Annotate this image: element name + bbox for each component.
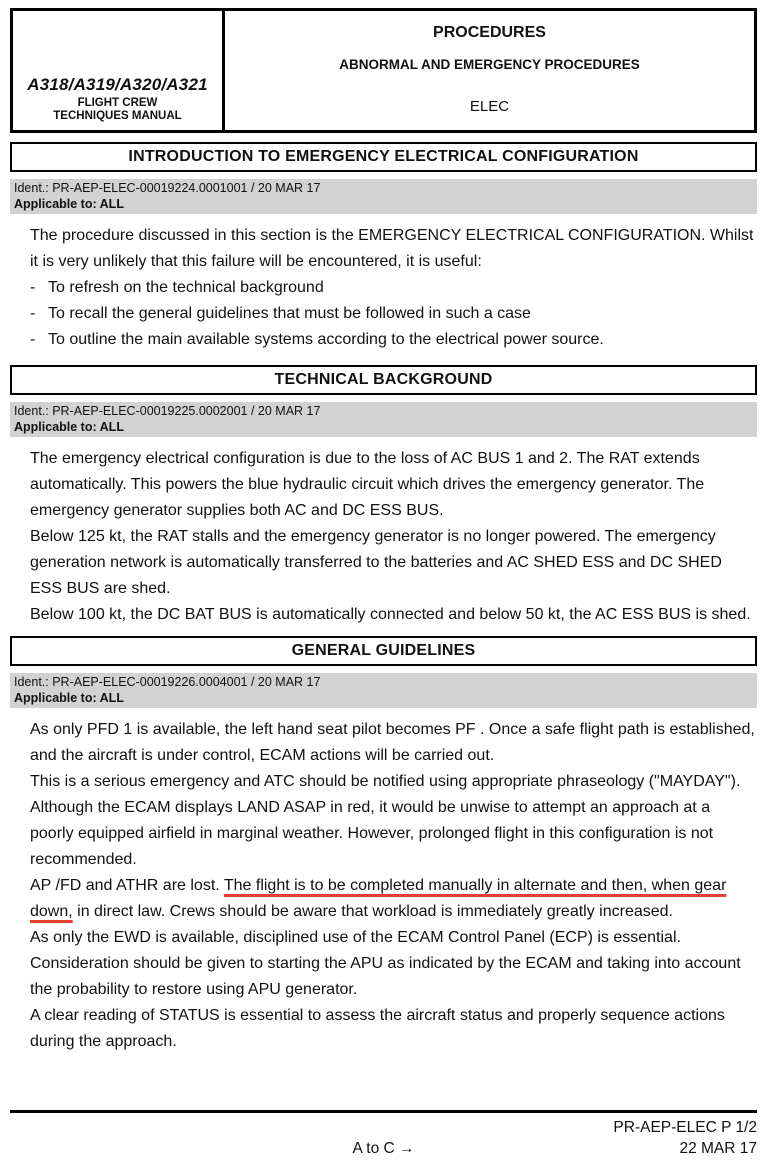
footer-date: 22 MAR 17 <box>679 1140 757 1157</box>
red-underlined-phrase: The flight is to be completed manually in alternate and then, when gear down, <box>30 877 727 920</box>
bullet-dash: - <box>30 331 36 348</box>
applicable-text: Applicable to: ALL <box>14 197 124 211</box>
paragraph: The procedure discussed in this section is the EMERGENCY ELECTRICAL CONFIGURATION. Whilst it is very unlikely that this failure will be encountered, it is useful: <box>30 227 754 270</box>
footer-divider <box>10 1110 757 1113</box>
page-footer <box>10 1110 757 1160</box>
footer-doc-ref: PR-AEP-ELEC P 1/2 <box>613 1119 757 1136</box>
paragraph: The emergency electrical configuration is due to the loss of AC BUS 1 and 2. The RAT extends automatically. This powers the blue hydraulic circuit which drives the emergency generator. The emergency generator supplies both AC and DC ESS BUS. <box>30 450 705 519</box>
ident-bar <box>10 402 757 437</box>
section-title-text: INTRODUCTION TO EMERGENCY ELECTRICAL CONFIGURATION <box>128 148 639 165</box>
bullet-dash: - <box>30 305 36 322</box>
document-header <box>10 8 757 133</box>
section-title-text: GENERAL GUIDELINES <box>291 642 476 659</box>
applicable-text: Applicable to: ALL <box>14 420 124 434</box>
paragraph: Consideration should be given to starting the APU as indicated by the ECAM and taking into account the probability to restore using APU generator. <box>30 955 741 998</box>
ident-text: Ident.: PR-AEP-ELEC-00019225.0002001 / 20 MAR 17 <box>14 404 321 418</box>
bullet-text: To recall the general guidelines that must be followed in such a case <box>48 305 531 322</box>
applicable-text: Applicable to: ALL <box>14 691 124 705</box>
paragraph: As only PFD 1 is available, the left hand seat pilot becomes PF . Once a safe flight path is established, and the aircraft is under control, ECAM actions will be carried out. <box>30 721 755 764</box>
highlight-before-text: AP /FD and ATHR are lost. <box>30 877 224 894</box>
bullet-text: To refresh on the technical background <box>48 279 324 296</box>
aircraft-models: A318/A319/A320/A321 <box>27 75 208 94</box>
section-title-technical-background <box>10 365 757 395</box>
list-item <box>30 275 757 301</box>
ident-text: Ident.: PR-AEP-ELEC-00019224.0001001 / 20 MAR 17 <box>14 181 321 195</box>
chapter-header <box>225 11 754 130</box>
highlight-after-text: in direct law. Crews should be aware that workload is immediately greatly increased. <box>72 903 673 920</box>
list-item <box>30 327 757 353</box>
section-body-general-guidelines <box>30 717 757 1055</box>
manual-title-line2: TECHNIQUES MANUAL <box>53 110 182 122</box>
section-title-introduction <box>10 142 757 172</box>
section-body-technical-background <box>30 446 757 628</box>
manual-identity <box>13 11 225 130</box>
section-title-text: TECHNICAL BACKGROUND <box>274 371 493 388</box>
list-item <box>30 301 757 327</box>
chapter-title: ELEC <box>469 98 510 115</box>
bullet-dash: - <box>30 279 36 296</box>
bullet-text: To outline the main available systems according to the electrical power source. <box>48 331 604 348</box>
paragraph: This is a serious emergency and ATC should be notified using appropriate phraseology ("MAYDAY"). Although the ECAM displays LAND ASAP in red, it would be unwise to attempt an approach at a poorly equipped airfield in marginal weather. However, prolonged flight in this configuration is not recommended. <box>30 773 741 868</box>
section-body-introduction <box>30 223 757 353</box>
section-title-general-guidelines <box>10 636 757 666</box>
ident-text: Ident.: PR-AEP-ELEC-00019226.0004001 / 20 MAR 17 <box>14 675 321 689</box>
paragraph-with-highlight <box>30 873 757 925</box>
ident-bar <box>10 673 757 708</box>
manual-title-line1: FLIGHT CREW <box>77 97 158 109</box>
footer-bottom-row <box>10 1138 757 1160</box>
doc-subtype-title: ABNORMAL AND EMERGENCY PROCEDURES <box>339 57 640 72</box>
paragraph: Below 100 kt, the DC BAT BUS is automatically connected and below 50 kt, the AC ESS BUS is shed. <box>30 606 751 623</box>
paragraph: Below 125 kt, the RAT stalls and the emergency generator is no longer powered. The emergency generation network is automatically transferred to the batteries and AC SHED ESS and DC SHED ESS BUS are shed. <box>30 528 722 597</box>
footer-nav-text: A to C → <box>352 1140 415 1157</box>
doc-type-title: PROCEDURES <box>433 24 546 41</box>
paragraph: As only the EWD is available, disciplined use of the ECAM Control Panel (ECP) is essential. <box>30 929 681 946</box>
ident-bar <box>10 179 757 214</box>
paragraph: A clear reading of STATUS is essential to assess the aircraft status and properly sequence actions during the approach. <box>30 1007 725 1050</box>
